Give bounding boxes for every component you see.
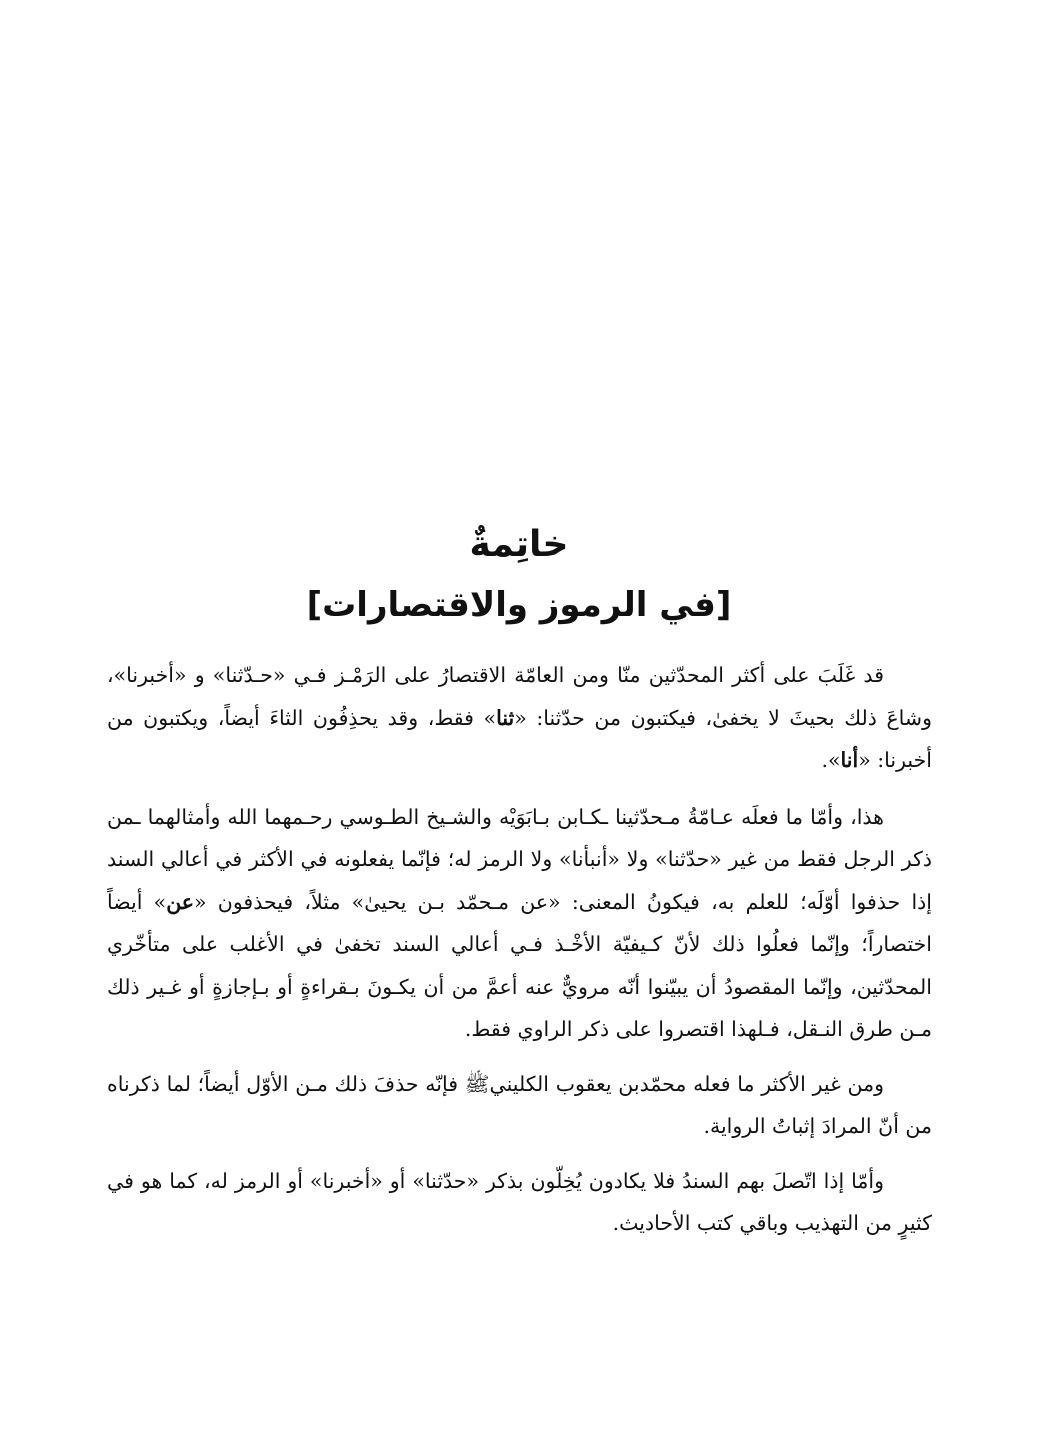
paragraph-4-text: وأمّا إذا اتّصلَ بهم السندُ فلا يكادون يُخِلّون بذكر «حدّثنا» أو «أخبرنا» أو الرمز له، كما هو في كثيرٍ من التهذيب وباقي كتب الأحاديث. [107,1168,932,1235]
paragraph-2-text-b: » أيضاً اختصاراً؛ وإنّما فعلُوا ذلك لأنّ كـيفيّة الأخْـذ فـي أعالي السند تخفىٰ في الأغلب على متأخّري المحدّثين، وإنّما المقصودُ أن يبيّنوا أنّه مرويٌّ عنه أعمَّ من أن يكـونَ بـقراءةٍ أو بـإجازةٍ أو غـير ذلك مـن طرق النـقل، فـلهذا اقتصروا على ذكر الراوي فقط. [107,889,932,1041]
page-subtitle: [في الرموز والاقتصارات] [306,585,732,625]
paragraph-1-bold-tha-na: ثنا [496,705,515,730]
paragraph-3-text: ومن غير الأكثر ما فعله محمّدبن يعقوب الكلينيﷺ فإنّه حذفَ ذلك مـن الأوّل أيضاً؛ لما ذكرناه من أنّ المرادَ إثباتُ الرواية. [107,1071,932,1138]
paragraph-1-text-c: ». [821,748,841,772]
page-title: خاتِمةٌ [469,524,569,565]
paragraph-2 [107,796,932,1051]
body-text [107,654,932,1257]
paragraph-1-text-b: » فقط، وقد يحذِفُون الثاءَ أيضاً، ويكتبون من أخبرنا: « [107,705,932,772]
paragraph-4 [107,1160,932,1245]
paragraph-1-text-a: قد غَلَبَ على أكثر المحدّثين منّا ومن العامّة الاقتصارُ على الرَمْـز فـي «حـدّثنا» و «أخبرنا»، وشاعَ ذلك بحيثَ لا يخفىٰ، فيكتبون من حدّثنا: « [107,663,932,730]
paragraph-3 [107,1063,932,1148]
paragraph-2-text-a: هذا، وأمّا ما فعلَه عـامّةُ مـحدّثينا ـكـابن بـابَوَيْه والشـيخ الطـوسي رحـمهما الله وأمثالهما ـمن ذكر الرجل فقط من غير «حدّثنا» ولا «أنبأنا» ولا الرمز له؛ فإنّما يفعلونه في الأكثر في أعالي السند إذا حذفوا أوّلَه؛ للعلم به، فيكونُ المعنى: «عن مـحمّد بـن يحيىٰ» مثلاً، فيحذفون « [107,804,932,914]
paragraph-1-bold-ana: أنا [840,748,859,772]
paragraph-1 [107,654,932,782]
paragraph-2-bold-an: عن [166,889,195,914]
